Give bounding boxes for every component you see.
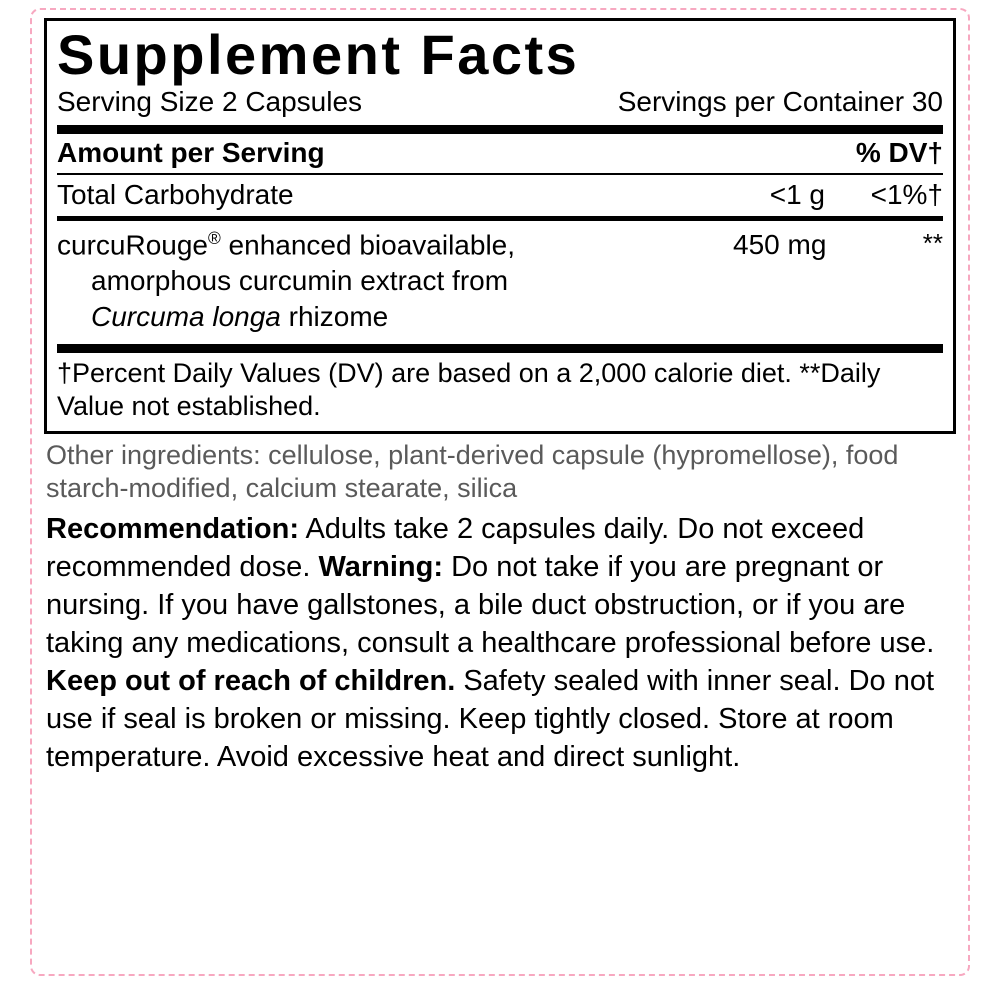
ingredient-line2: amorphous curcumin extract from — [91, 265, 509, 297]
keep-out-label: Keep out of reach of children. — [46, 664, 456, 697]
ingredient-latin-name: Curcuma longa — [91, 301, 281, 333]
ingredient-dv: ** — [922, 228, 943, 259]
nutrient-amount: <1 g — [769, 179, 825, 211]
servings-per-container: Servings per Container 30 — [617, 86, 943, 117]
recommendation-paragraph — [46, 511, 954, 663]
ingredient-row — [57, 221, 943, 341]
divider-thick-bottom — [57, 344, 943, 353]
warning-text: Do not take if you are pregnant or nursing. If you have gallstones, a bile duct obstruction, or if you are taking any medications, consult a healthcare professional before use. — [46, 550, 935, 659]
panel-footnote: †Percent Daily Values (DV) are based on a 2,000 calorie diet. **Daily Value not established. — [57, 357, 881, 421]
nutrient-dv — [831, 179, 943, 211]
dv-header — [856, 137, 943, 169]
dv-header-text: % DV — [855, 137, 928, 169]
nutrient-dv-value: <1% — [870, 179, 928, 211]
ingredient-line3-rest: rhizome — [280, 301, 389, 333]
warning-label: Warning: — [318, 550, 444, 583]
ingredient-brand: curcuRouge — [57, 229, 208, 261]
supplement-facts-panel — [44, 18, 956, 434]
amount-per-serving-row — [57, 134, 943, 173]
amount-per-serving-label: Amount per Serving — [57, 137, 325, 169]
ingredient-line1-rest: enhanced bioavailable, — [220, 229, 516, 261]
dv-header-dagger: † — [927, 137, 943, 169]
registered-trademark-icon: ® — [207, 228, 221, 249]
keep-out-text: Safety sealed with inner seal. Do not use if seal is broken or missing. Keep tightly closed. Store at room temperature. Avoid excessive heat and direct sunlight. — [46, 664, 935, 773]
directions-block — [44, 507, 956, 777]
recommendation-label: Recommendation: — [46, 512, 299, 545]
recommendation-text: Adults take 2 capsules daily. Do not exceed recommended dose. — [46, 512, 865, 583]
ingredient-name — [57, 227, 733, 335]
panel-title: Supplement Facts — [57, 23, 580, 86]
divider-thick-top — [57, 125, 943, 134]
ingredient-amount: 450 mg — [733, 229, 827, 261]
nutrient-row — [57, 175, 943, 216]
serving-info-row — [57, 85, 943, 122]
keep-out-paragraph — [46, 663, 954, 777]
other-ingredients: Other ingredients: cellulose, plant-derived capsule (hypromellose), food starch-modified, calcium stearate, silica — [46, 439, 899, 503]
serving-size: Serving Size 2 Capsules — [57, 86, 363, 117]
label-content — [44, 18, 956, 777]
ingredient-line3 — [57, 299, 727, 335]
nutrient-dv-dagger: † — [927, 179, 943, 211]
nutrient-name: Total Carbohydrate — [57, 179, 294, 211]
